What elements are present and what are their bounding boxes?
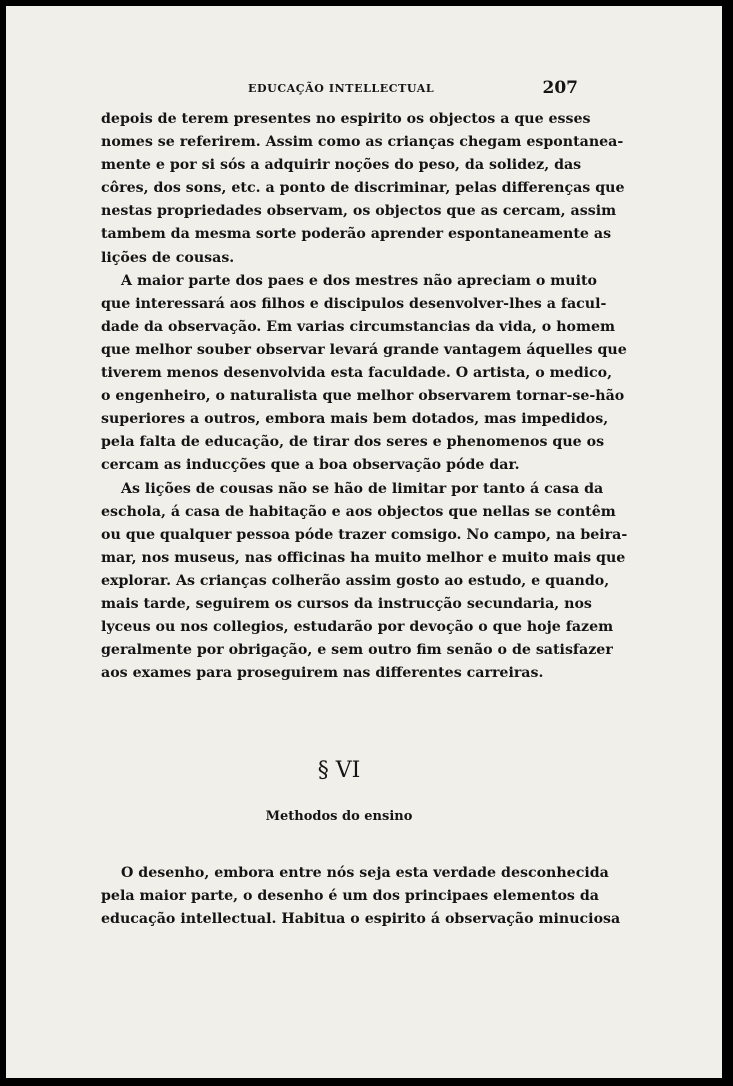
text-line: nomes se referirem. Assim como as crianças chegam espontanea- — [101, 134, 624, 151]
page-number: 207 — [542, 78, 578, 98]
text-line: pela falta de educação, de tirar dos seres e phenomenos que os — [101, 434, 605, 451]
text-line: que melhor souber observar levará grande vantagem áquelles que — [101, 341, 627, 358]
paragraph — [101, 108, 625, 270]
text-line: pela maior parte, o desenho é um dos principaes elementos da — [101, 888, 599, 905]
text-line: tambem da mesma sorte poderão aprender espontaneamente as — [101, 226, 612, 243]
text-line: lições de cousas. — [101, 249, 235, 266]
text-line: dade da observação. Em varias circumstancias da vida, o homem — [101, 318, 616, 335]
body-text-top — [101, 108, 628, 685]
text-line: tiverem menos desenvolvida esta faculdade. O artista, o medico, — [101, 365, 613, 382]
text-line: ou que qualquer pessoa póde trazer comsigo. No campo, na beira- — [101, 526, 628, 543]
text-line: eschola, á casa de habitação e aos objectos que nellas se contêm — [101, 503, 616, 520]
text-line: que interessará aos filhos e discipulos desenvolver-lhes a facul- — [101, 295, 607, 312]
paragraph — [101, 270, 627, 478]
text-line: O desenho, embora entre nós seja esta verdade desconhecida — [121, 865, 609, 881]
section-title: Methodos do ensino — [265, 809, 413, 824]
text-line: depois de terem presentes no espirito os objectos a que esses — [101, 111, 591, 127]
running-head — [102, 78, 582, 102]
text-line: educação intellectual. Habitua o espirito á observação minuciosa — [101, 911, 621, 928]
text-line: côres, dos sons, etc. a ponto de discriminar, pelas differenças que — [101, 180, 625, 197]
body-text-bottom — [101, 862, 621, 931]
running-title: EDUCAÇÃO INTELLECTUAL — [248, 82, 435, 95]
text-line: As lições de cousas não se hão de limitar por tanto á casa da — [121, 480, 604, 497]
text-line: geralmente por obrigação, e sem outro fim senão o de satisfazer — [101, 642, 613, 659]
text-line: A maior parte dos paes e dos mestres não apreciam o muito — [121, 272, 598, 289]
text-line: aos exames para proseguirem nas differentes carreiras. — [101, 665, 544, 682]
text-line: lyceus ou nos collegios, estudarão por devoção o que hoje fazem — [101, 619, 614, 636]
book-page — [6, 6, 722, 1078]
text-line: o engenheiro, o naturalista que melhor observarem tornar-se-hão — [101, 388, 625, 405]
text-line: nestas propriedades observam, os objectos que as cercam, assim — [101, 203, 617, 220]
text-line: explorar. As crianças colherão assim gosto ao estudo, e quando, — [101, 572, 610, 589]
text-line: superiores a outros, embora mais bem dotados, mas impedidos, — [101, 411, 609, 428]
paragraph — [101, 478, 628, 686]
text-line: cercam as inducções que a boa observação póde dar. — [101, 457, 520, 474]
text-line: mente e por si sós a adquirir noções do peso, da solidez, das — [101, 157, 582, 174]
text-line: mais tarde, seguirem os cursos da instrucção secundaria, nos — [101, 595, 592, 612]
text-line: mar, nos museus, nas officinas ha muito melhor e muito mais que — [101, 549, 626, 566]
section-number: § VI — [317, 758, 361, 783]
paragraph — [101, 862, 621, 931]
